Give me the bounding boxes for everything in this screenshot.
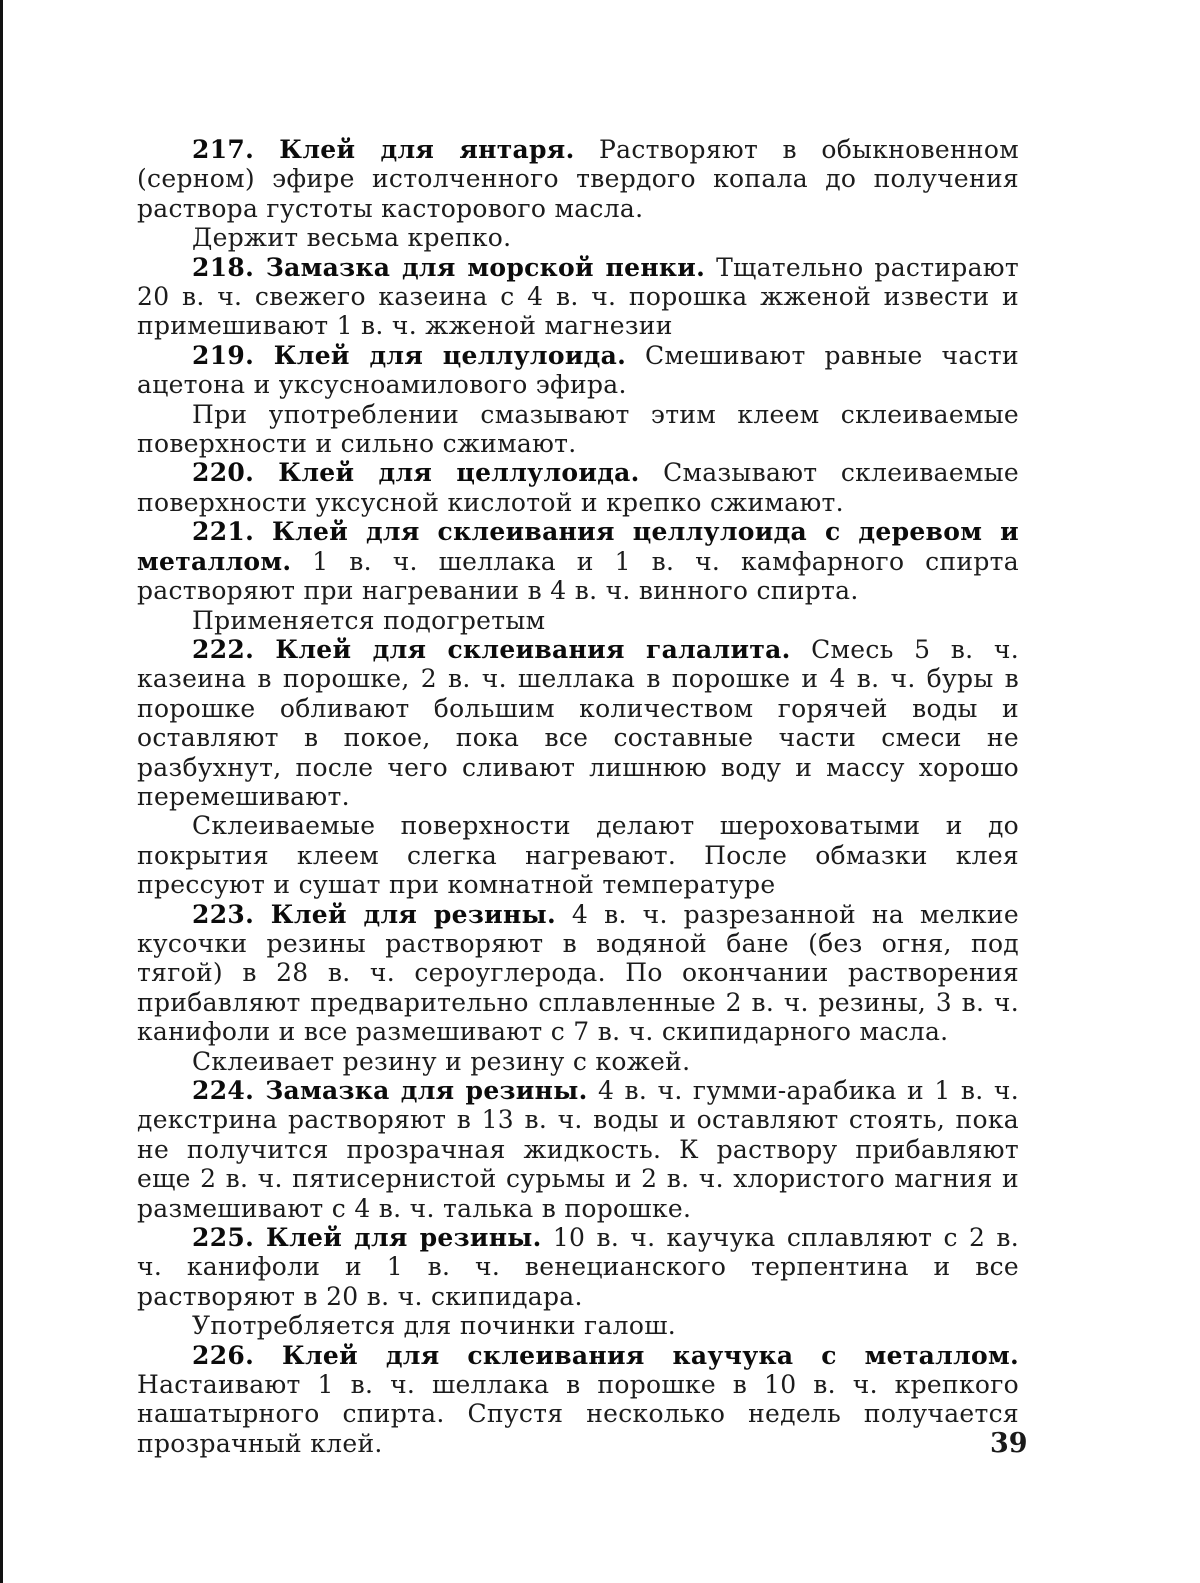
paragraph-note — [137, 811, 1019, 899]
paragraph-text: 10 в. ч. каучука сплавляют с 2 в. ч. канифоли и 1 в. ч. венецианского терпентина и все растворяют в 20 в. ч. скипидара. — [137, 1223, 1019, 1311]
paragraph-221 — [137, 517, 1019, 605]
paragraph-218 — [137, 253, 1019, 341]
paragraph-225 — [137, 1223, 1019, 1311]
recipe-heading: 226. Клей для склеивания каучука с металлом. — [192, 1341, 1019, 1370]
paragraph-text: 1 в. ч. шеллака и 1 в. ч. камфарного спирта растворяют при нагревании в 4 в. ч. винного спирта. — [137, 547, 1019, 605]
paragraph-226 — [137, 1341, 1019, 1459]
paragraph-text: 4 в. ч. гумми-арабика и 1 в. ч. декстрина растворяют в 13 в. ч. воды и оставляют стоять, пока не получится прозрачная жидкость. К раствору прибавляют еще 2 в. ч. пятисернистой сурьмы и 2 в. ч. хлористого магния и размешивают с 4 в. ч. талька в порошке. — [137, 1076, 1019, 1223]
paragraph-note — [137, 606, 1019, 635]
paragraph-text: Склеивает резину и резину с кожей. — [192, 1047, 690, 1076]
paragraph-text: Смазывают склеиваемые поверхности уксусной кислотой и крепко сжимают. — [137, 458, 1019, 516]
paragraph-text: При употреблении смазывают этим клеем склеиваемые поверхности и сильно сжимают. — [137, 400, 1019, 458]
paragraph-text: Растворяют в обыкновенном (серном) эфире истолченного твердого копала до получения раствора густоты касторового масла. — [137, 135, 1019, 223]
recipe-heading: 219. Клей для целлулоида. — [192, 341, 626, 370]
recipe-heading: 217. Клей для янтаря. — [192, 135, 575, 164]
text-column — [137, 135, 1019, 1458]
paragraph-note — [137, 1047, 1019, 1076]
page-number: 39 — [990, 1428, 1028, 1459]
recipe-heading: 222. Клей для склеивания галалита. — [192, 635, 791, 664]
recipe-heading: 223. Клей для резины. — [192, 900, 556, 929]
recipe-heading: 224. Замазка для резины. — [192, 1076, 588, 1105]
paragraph-text: Смешивают равные части ацетона и уксусноамилового эфира. — [137, 341, 1019, 399]
paragraph-219 — [137, 341, 1019, 400]
paragraph-223 — [137, 900, 1019, 1047]
paragraph-note — [137, 223, 1019, 252]
paragraph-text: Употребляется для починки галош. — [192, 1311, 676, 1340]
paragraph-text: Смесь 5 в. ч. казеина в порошке, 2 в. ч. шеллака в порошке и 4 в. ч. буры в порошке обливают большим количеством горячей воды и оставляют в покое, пока все составные части смеси не разбухнут, после чего сливают лишнюю воду и массу хорошо перемешивают. — [137, 635, 1019, 811]
page-edge — [0, 0, 3, 1583]
paragraph-220 — [137, 458, 1019, 517]
recipe-heading: 218. Замазка для морской пенки. — [192, 253, 705, 282]
paragraph-text: Склеиваемые поверхности делают шероховатыми и до покрытия клеем слегка нагревают. После обмазки клея прессуют и сушат при комнатной температуре — [137, 811, 1019, 899]
paragraph-note — [137, 400, 1019, 459]
recipe-heading: 225. Клей для резины. — [192, 1223, 542, 1252]
paragraph-text: Настаивают 1 в. ч. шеллака в порошке в 10 в. ч. крепкого нашатырного спирта. Спустя несколько недель получается прозрачный клей. — [137, 1370, 1019, 1458]
recipe-heading: 221. Клей для склеивания целлулоида с деревом и металлом. — [137, 517, 1019, 575]
paragraph-text: Держит весьма крепко. — [192, 223, 511, 252]
paragraph-text: 4 в. ч. разрезанной на мелкие кусочки резины растворяют в водяной бане (без огня, под тягой) в 28 в. ч. сероуглерода. По окончании растворения прибавляют предварительно сплавленные 2 в. ч. резины, 3 в. ч. канифоли и все размешивают с 7 в. ч. скипидарного масла. — [137, 900, 1019, 1047]
paragraph-217 — [137, 135, 1019, 223]
recipe-heading: 220. Клей для целлулоида. — [192, 458, 640, 487]
paragraph-text: Применяется подогретым — [192, 606, 545, 635]
paragraph-224 — [137, 1076, 1019, 1223]
paragraph-222 — [137, 635, 1019, 811]
paragraph-text: Тщательно растирают 20 в. ч. свежего казеина с 4 в. ч. порошка жженой извести и примешивают 1 в. ч. жженой магнезии — [137, 253, 1019, 341]
paragraph-note — [137, 1311, 1019, 1340]
